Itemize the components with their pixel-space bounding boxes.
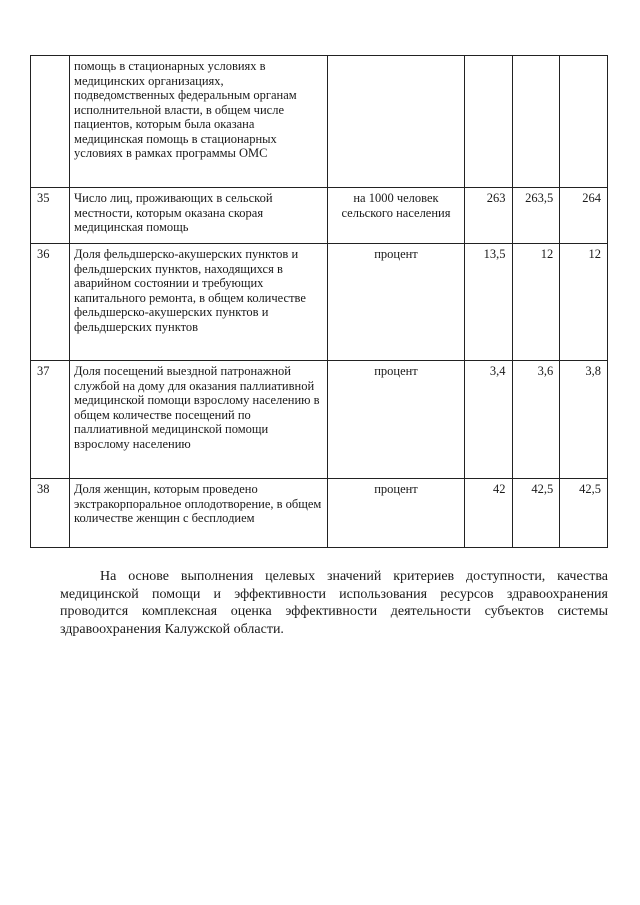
row-number <box>31 56 70 188</box>
unit-cell <box>328 56 465 188</box>
table-row <box>31 361 608 479</box>
value-year-3: 3,8 <box>560 361 608 479</box>
value-year-1: 13,5 <box>464 244 512 361</box>
value-year-2: 42,5 <box>512 479 560 548</box>
value-year-2: 263,5 <box>512 188 560 244</box>
criterion-name: помощь в стационарных условиях в медицинских организациях, подведомственных федеральным органам исполнительной власти, в общем числе пациентов, которым была оказана медицинская помощь в стационарных условиях в рамках программы ОМС <box>70 56 328 188</box>
value-year-1: 42 <box>464 479 512 548</box>
table-row <box>31 244 608 361</box>
unit-cell: процент <box>328 244 465 361</box>
table-row <box>31 56 608 188</box>
unit-cell: процент <box>328 479 465 548</box>
value-year-2 <box>512 56 560 188</box>
unit-cell: процент <box>328 361 465 479</box>
table-row <box>31 479 608 548</box>
value-year-3 <box>560 56 608 188</box>
conclusion-text: На основе выполнения целевых значений критериев доступности, качества медицинской помощи и эффективности использования ресурсов здравоохранения проводится комплексная оценка эффективности деятельности субъектов системы здравоохранения Калужской области. <box>60 569 608 637</box>
criterion-name: Доля посещений выездной патронажной службой на дому для оказания паллиативной медицинской помощи взрослому населению в общем количестве посещений по паллиативной медицинской помощи взрослому населению <box>70 361 328 479</box>
conclusion-paragraph <box>60 568 608 638</box>
criteria-table <box>30 55 608 548</box>
criterion-name: Доля женщин, которым проведено экстракорпоральное оплодотворение, в общем количестве женщин с бесплодием <box>70 479 328 548</box>
value-year-1: 263 <box>464 188 512 244</box>
criterion-name: Число лиц, проживающих в сельской местности, которым оказана скорая медицинская помощь <box>70 188 328 244</box>
table-row <box>31 188 608 244</box>
row-number: 36 <box>31 244 70 361</box>
value-year-3: 42,5 <box>560 479 608 548</box>
row-number: 35 <box>31 188 70 244</box>
value-year-3: 12 <box>560 244 608 361</box>
row-number: 37 <box>31 361 70 479</box>
value-year-3: 264 <box>560 188 608 244</box>
value-year-2: 3,6 <box>512 361 560 479</box>
value-year-1: 3,4 <box>464 361 512 479</box>
unit-cell: на 1000 человек сельского населения <box>328 188 465 244</box>
value-year-2: 12 <box>512 244 560 361</box>
value-year-1 <box>464 56 512 188</box>
row-number: 38 <box>31 479 70 548</box>
criterion-name: Доля фельдшерско-акушерских пунктов и фельдшерских пунктов, находящихся в аварийном состоянии и требующих капитального ремонта, в общем количестве фельдшерско-акушерских пунктов и фельдшерских пунктов <box>70 244 328 361</box>
